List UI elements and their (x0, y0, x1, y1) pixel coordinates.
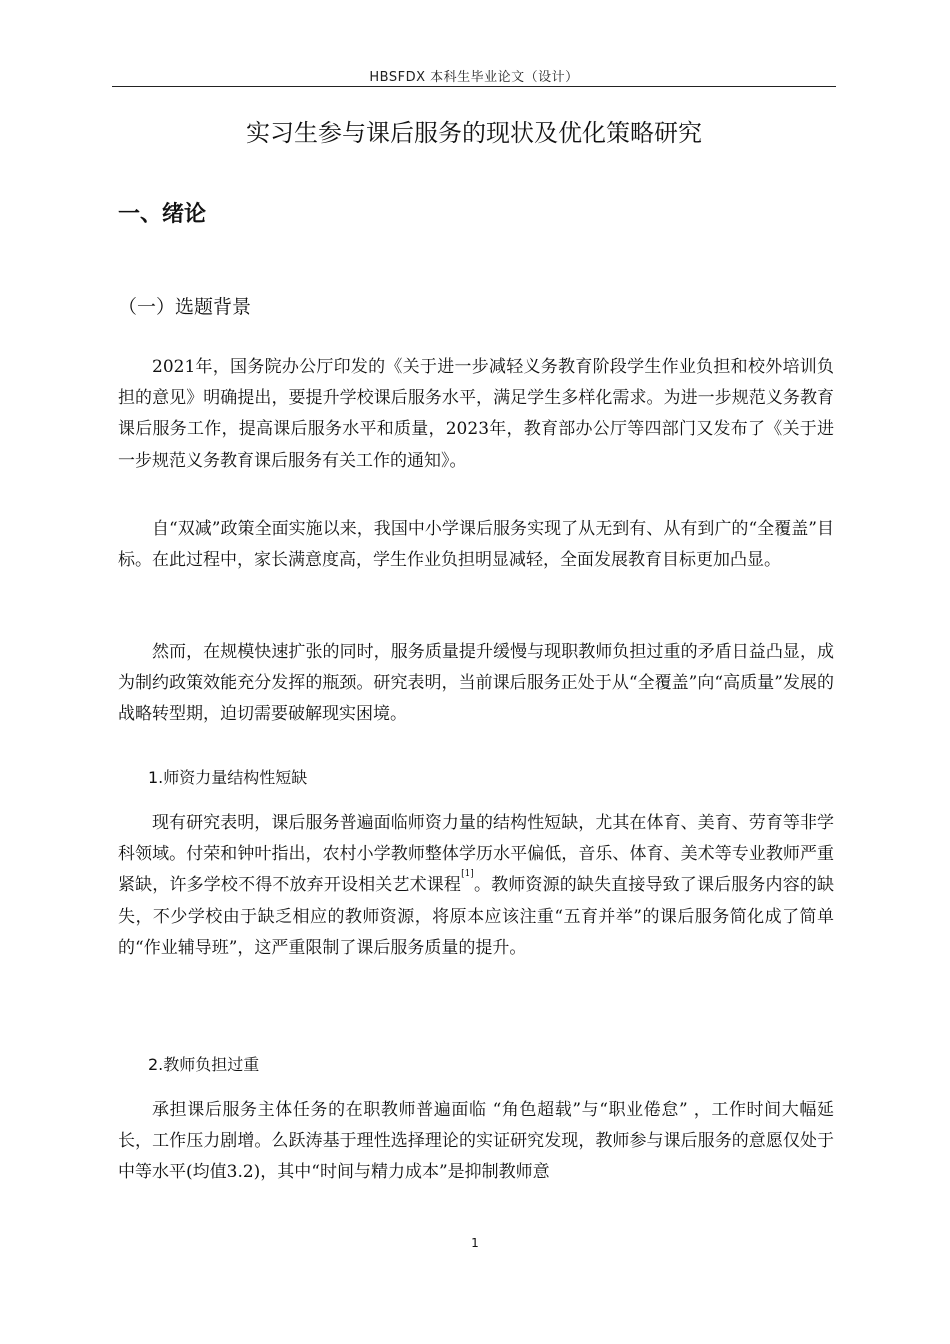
paper-title: 实习生参与课后服务的现状及优化策略研究 (246, 119, 702, 147)
paragraph-1: 2021年，国务院办公厅印发的《关于进一步减轻义务教育阶段学生作业负担和校外培训负担的意见》明确提出，要提升学校课后服务水平，满足学生多样化需求。为进一步规范义务教育课后服务工作，提高课后服务水平和质量，2023年，教育部办公厅等四部门又发布了《关于进一步规范义务教育课后服务有关工作的通知》。 (118, 357, 834, 471)
point-1-text-a: 现有研究表明，课后服务普遍面临师资力量的结构性短缺，尤其在体育、美育、劳育等非学科领域。付荣和钟叶指出，农村小学教师整体学历水平偏低，音乐、体育、美术等专业教师严重紧缺，许多学校不得不放弃开设相关艺术课程 (118, 813, 834, 896)
section-heading: 一、绪论 (118, 202, 207, 227)
citation-marker: [1] (461, 869, 474, 880)
point-1-text-b: 。教师资源的缺失直接导致了课后服务内容的缺失，不少学校由于缺乏相应的教师资源，将原本应该注重“五育并举”的课后服务简化成了简单的“作业辅导班”，这严重限制了课后服务质量的提升。 (118, 875, 835, 958)
point-2-paragraph: 承担课后服务主体任务的在职教师普遍面临 “角色超载”与“职业倦怠” ，工作时间大幅延长，工作压力剧增。么跃涛基于理性选择理论的实证研究发现，教师参与课后服务的意愿仅处于中等水平(均值3.2)，其中“时间与精力成本”是抑制教师意 (118, 1100, 834, 1183)
page-number: 1 (471, 1236, 479, 1250)
subsection-heading: （一）选题背景 (118, 296, 252, 318)
paragraph-3: 然而，在规模快速扩张的同时，服务质量提升缓慢与现职教师负担过重的矛盾日益凸显，成为制约政策效能充分发挥的瓶颈。研究表明，当前课后服务正处于从“全覆盖”向“高质量”发展的战略转型期，迫切需要破解现实困境。 (118, 642, 834, 725)
header-rule (112, 86, 836, 87)
point-2-heading: 2.教师负担过重 (148, 1055, 260, 1074)
paragraph-2: 自“双减”政策全面实施以来，我国中小学课后服务实现了从无到有、从有到广的“全覆盖”目标。在此过程中，家长满意度高，学生作业负担明显减轻，全面发展教育目标更加凸显。 (118, 519, 834, 571)
point-1-heading: 1.师资力量结构性短缺 (148, 768, 308, 787)
point-1-paragraph (118, 808, 834, 964)
running-header: HBSFDX 本科生毕业论文（设计） (369, 70, 579, 85)
